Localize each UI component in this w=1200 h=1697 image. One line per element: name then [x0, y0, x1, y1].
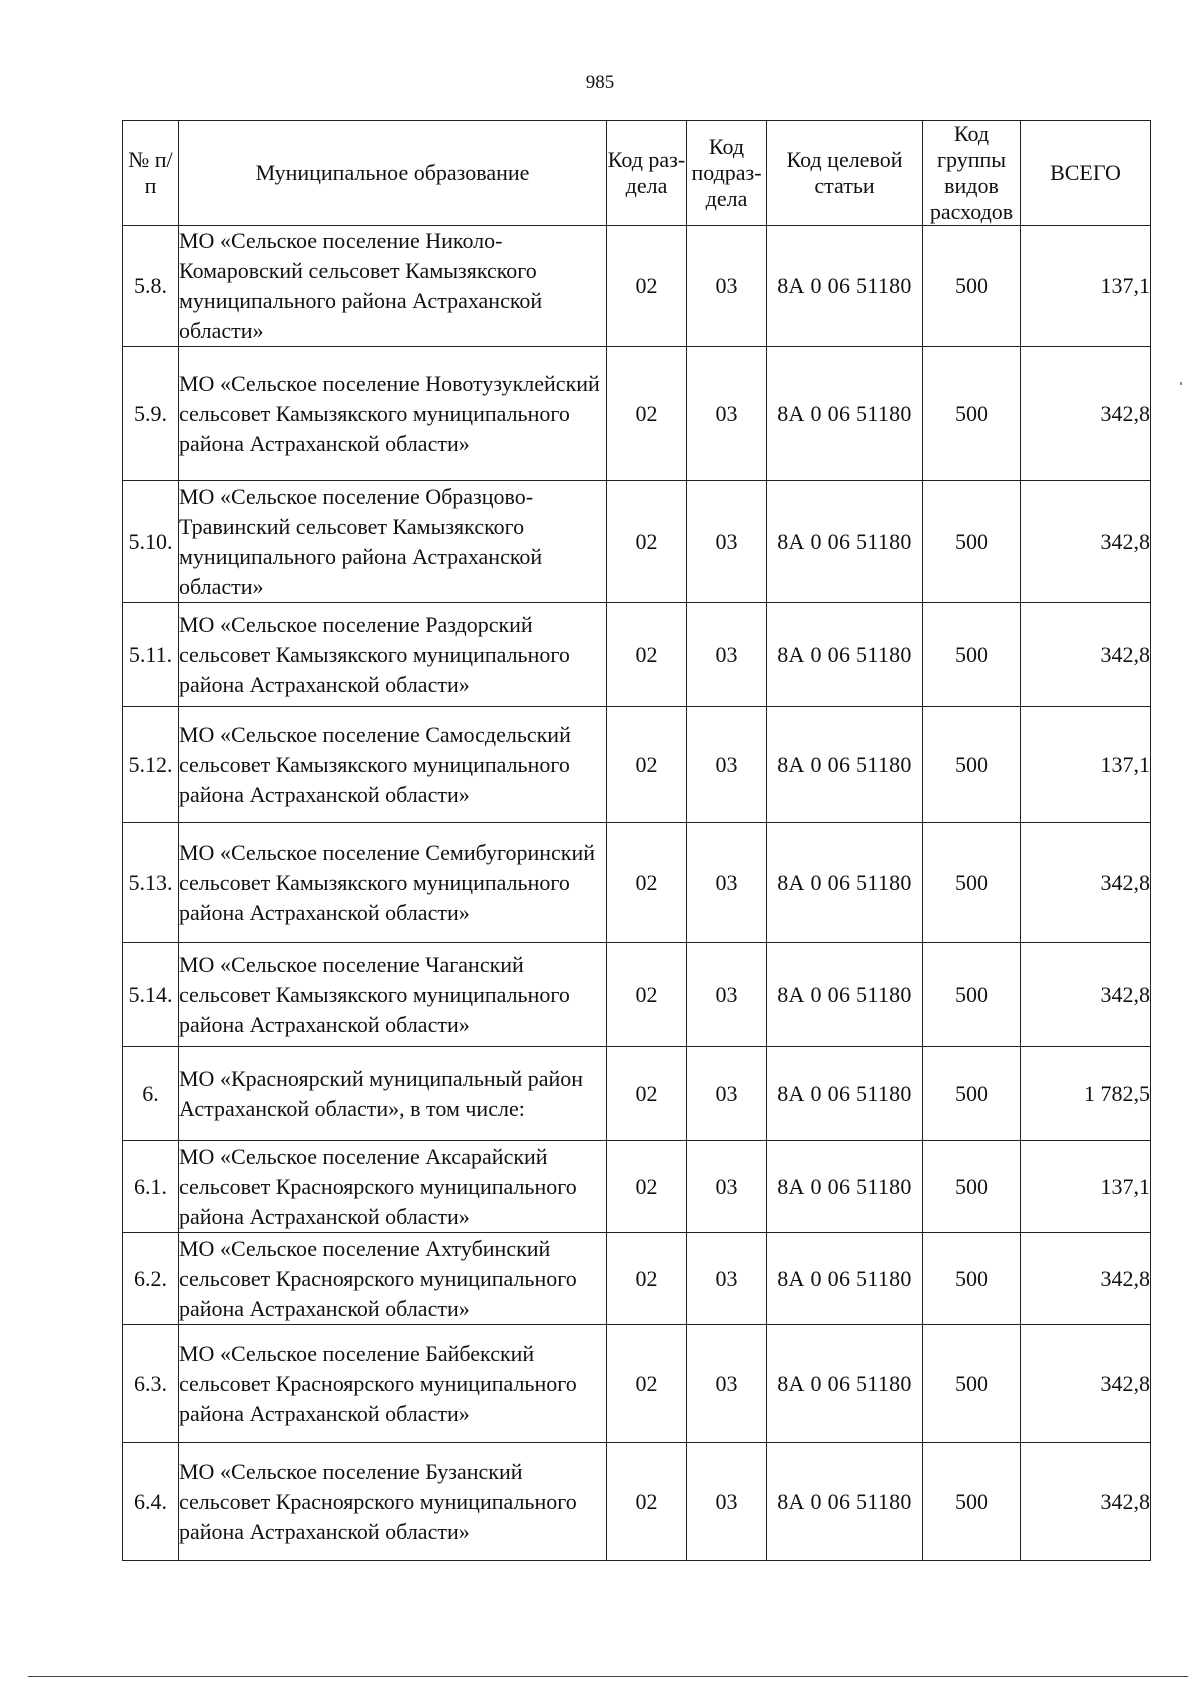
- expense-group-code: 500: [923, 1443, 1021, 1561]
- table-row: [123, 943, 1151, 1047]
- section-code: 02: [607, 1047, 687, 1141]
- header-num: № п/п: [123, 121, 179, 226]
- target-item-code: 8А 0 06 51180: [767, 1141, 923, 1233]
- section-code: 02: [607, 603, 687, 707]
- municipality-name: МО «Сельское поселение Аксарайский сельсовет Красноярского муниципального района Астраханской области»: [179, 1141, 607, 1233]
- header-total: ВСЕГО: [1021, 121, 1151, 226]
- subsection-code: 03: [687, 226, 767, 347]
- municipality-name: МО «Сельское поселение Чаганский сельсовет Камызякского муниципального района Астраханской области»: [179, 943, 607, 1047]
- row-number: 6.2.: [123, 1233, 179, 1325]
- section-code: 02: [607, 943, 687, 1047]
- target-item-code: 8А 0 06 51180: [767, 1443, 923, 1561]
- expense-group-code: 500: [923, 1325, 1021, 1443]
- table-row: [123, 1141, 1151, 1233]
- table-row: [123, 1233, 1151, 1325]
- expense-group-code: 500: [923, 1233, 1021, 1325]
- municipality-name: МО «Сельское поселение Раздорский сельсовет Камызякского муниципального района Астраханской области»: [179, 603, 607, 707]
- subsection-code: 03: [687, 1443, 767, 1561]
- subsection-code: 03: [687, 481, 767, 603]
- subsection-code: 03: [687, 347, 767, 481]
- subsection-code: 03: [687, 943, 767, 1047]
- total-amount: 342,8: [1021, 347, 1151, 481]
- municipality-name: МО «Сельское поселение Николо-Комаровский сельсовет Камызякского муниципального района Астраханской области»: [179, 226, 607, 347]
- table-row: [123, 1325, 1151, 1443]
- expense-group-code: 500: [923, 1141, 1021, 1233]
- expense-group-code: 500: [923, 823, 1021, 943]
- section-code: 02: [607, 347, 687, 481]
- municipality-name: МО «Сельское поселение Самосдельский сельсовет Камызякского муниципального района Астраханской области»: [179, 707, 607, 823]
- header-expense-group-code: Код группы видов расходов: [923, 121, 1021, 226]
- row-number: 5.13.: [123, 823, 179, 943]
- bottom-rule: [28, 1676, 1188, 1677]
- total-amount: 342,8: [1021, 603, 1151, 707]
- target-item-code: 8А 0 06 51180: [767, 1233, 923, 1325]
- total-amount: 342,8: [1021, 481, 1151, 603]
- table-row: [123, 481, 1151, 603]
- header-subsection-code: Код подраз- дела: [687, 121, 767, 226]
- municipality-name: МО «Сельское поселение Новотузуклейский сельсовет Камызякского муниципального района Астраханской области»: [179, 347, 607, 481]
- municipality-name: МО «Сельское поселение Байбекский сельсовет Красноярского муниципального района Астраханской области»: [179, 1325, 607, 1443]
- total-amount: 342,8: [1021, 1443, 1151, 1561]
- subsection-code: 03: [687, 1325, 767, 1443]
- section-code: 02: [607, 1325, 687, 1443]
- expense-group-code: 500: [923, 481, 1021, 603]
- section-code: 02: [607, 1141, 687, 1233]
- expense-group-code: 500: [923, 603, 1021, 707]
- target-item-code: 8А 0 06 51180: [767, 823, 923, 943]
- subsection-code: 03: [687, 1141, 767, 1233]
- section-code: 02: [607, 823, 687, 943]
- scan-mark: [1180, 382, 1182, 385]
- section-code: 02: [607, 1233, 687, 1325]
- subsection-code: 03: [687, 1047, 767, 1141]
- expense-group-code: 500: [923, 943, 1021, 1047]
- header-target-item-code: Код целевой статьи: [767, 121, 923, 226]
- target-item-code: 8А 0 06 51180: [767, 1047, 923, 1141]
- row-number: 6.3.: [123, 1325, 179, 1443]
- target-item-code: 8А 0 06 51180: [767, 347, 923, 481]
- table-row: [123, 1443, 1151, 1561]
- section-code: 02: [607, 481, 687, 603]
- subsection-code: 03: [687, 1233, 767, 1325]
- section-code: 02: [607, 1443, 687, 1561]
- target-item-code: 8А 0 06 51180: [767, 603, 923, 707]
- total-amount: 1 782,5: [1021, 1047, 1151, 1141]
- municipality-name: МО «Сельское поселение Семибугоринский сельсовет Камызякского муниципального района Астраханской области»: [179, 823, 607, 943]
- total-amount: 342,8: [1021, 1325, 1151, 1443]
- table-row: [123, 226, 1151, 347]
- total-amount: 137,1: [1021, 226, 1151, 347]
- target-item-code: 8А 0 06 51180: [767, 707, 923, 823]
- target-item-code: 8А 0 06 51180: [767, 481, 923, 603]
- header-row: [123, 121, 1151, 226]
- total-amount: 342,8: [1021, 943, 1151, 1047]
- row-number: 5.10.: [123, 481, 179, 603]
- row-number: 5.8.: [123, 226, 179, 347]
- total-amount: 137,1: [1021, 1141, 1151, 1233]
- header-section-code: Код раз- дела: [607, 121, 687, 226]
- expense-group-code: 500: [923, 707, 1021, 823]
- expense-group-code: 500: [923, 347, 1021, 481]
- section-code: 02: [607, 226, 687, 347]
- expense-group-code: 500: [923, 226, 1021, 347]
- table-row: [123, 823, 1151, 943]
- municipality-name: МО «Красноярский муниципальный район Астраханской области», в том числе:: [179, 1047, 607, 1141]
- target-item-code: 8А 0 06 51180: [767, 1325, 923, 1443]
- row-number: 6.1.: [123, 1141, 179, 1233]
- municipality-name: МО «Сельское поселение Образцово-Травинский сельсовет Камызякского муниципального района Астраханской области»: [179, 481, 607, 603]
- row-number: 5.12.: [123, 707, 179, 823]
- table-row: [123, 603, 1151, 707]
- total-amount: 342,8: [1021, 823, 1151, 943]
- table-row: [123, 347, 1151, 481]
- header-municipality: Муниципальное образование: [179, 121, 607, 226]
- expense-group-code: 500: [923, 1047, 1021, 1141]
- row-number: 5.11.: [123, 603, 179, 707]
- table-row: [123, 707, 1151, 823]
- subsection-code: 03: [687, 823, 767, 943]
- section-code: 02: [607, 707, 687, 823]
- subsection-code: 03: [687, 603, 767, 707]
- table-row: [123, 1047, 1151, 1141]
- row-number: 5.14.: [123, 943, 179, 1047]
- municipal-budget-table: [122, 120, 1151, 1561]
- row-number: 6.: [123, 1047, 179, 1141]
- target-item-code: 8А 0 06 51180: [767, 226, 923, 347]
- row-number: 5.9.: [123, 347, 179, 481]
- page-number: 985: [585, 72, 615, 93]
- row-number: 6.4.: [123, 1443, 179, 1561]
- total-amount: 342,8: [1021, 1233, 1151, 1325]
- table-body: [123, 226, 1151, 1561]
- target-item-code: 8А 0 06 51180: [767, 943, 923, 1047]
- subsection-code: 03: [687, 707, 767, 823]
- total-amount: 137,1: [1021, 707, 1151, 823]
- municipality-name: МО «Сельское поселение Ахтубинский сельсовет Красноярского муниципального района Астраханской области»: [179, 1233, 607, 1325]
- municipality-name: МО «Сельское поселение Бузанский сельсовет Красноярского муниципального района Астраханской области»: [179, 1443, 607, 1561]
